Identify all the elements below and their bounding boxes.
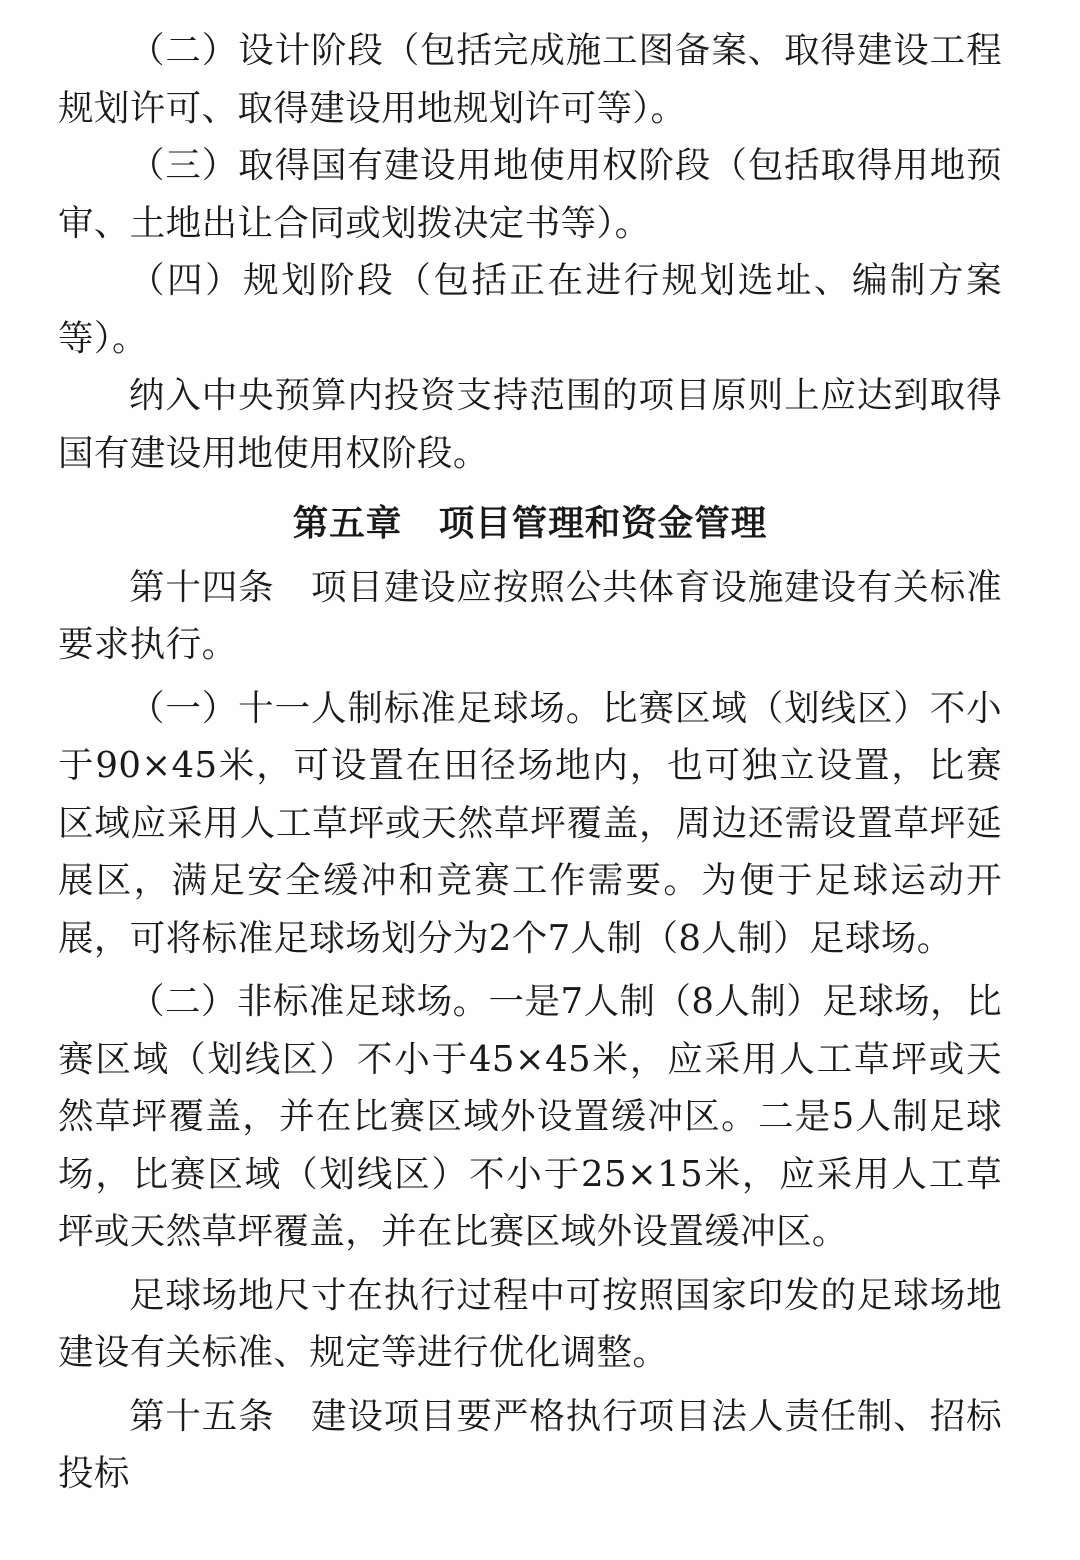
paragraph-article-15: 第十五条 建设项目要严格执行项目法人责任制、招标投标 — [58, 1395, 1002, 1495]
chapter-heading-5: 第五章 项目管理和资金管理 — [292, 503, 768, 544]
document-body — [58, 22, 1002, 1503]
paragraph-clause-3-land-use-right-stage: （三）取得国有建设用地使用权阶段（包括取得用地预审、土地出让合同或划拨决定书等）。 — [58, 145, 1002, 244]
paragraph-article-14-item-1: （一）十一人制标准足球场。比赛区域（划线区）不小于90×45米，可设置在田径场地内，也可独立设置，比赛区域应采用人工草坪或天然草坪覆盖，周边还需设置草坪延展区，满足安全缓冲和竞赛工作需要。为便于足球运动开展，可将标准足球场划分为2个7人制（8人制）足球场。 — [58, 687, 1002, 959]
paragraph-football-field-size-adjust: 足球场地尺寸在执行过程中可按照国家印发的足球场地建设有关标准、规定等进行优化调整。 — [58, 1274, 1002, 1374]
paragraph-clause-2-design-stage: （二）设计阶段（包括完成施工图备案、取得建设工程规划许可、取得建设用地规划许可等）。 — [58, 30, 1002, 129]
paragraph-article-14: 第十四条 项目建设应按照公共体育设施建设有关标准要求执行。 — [58, 566, 1002, 666]
paragraph-clause-4-planning-stage: （四）规划阶段（包括正在进行规划选址、编制方案等）。 — [58, 260, 1002, 359]
paragraph-article-14-item-2: （二）非标准足球场。一是7人制（8人制）足球场，比赛区域（划线区）不小于45×45米，应采用人工草坪或天然草坪覆盖，并在比赛区域外设置缓冲区。二是5人制足球场，比赛区域（划线区）不小于25×15米，应采用人工草坪或天然草坪覆盖，并在比赛区域外设置缓冲区。 — [58, 981, 1002, 1253]
paragraph-central-budget-scope: 纳入中央预算内投资支持范围的项目原则上应达到取得国有建设用地使用权阶段。 — [58, 375, 1002, 474]
